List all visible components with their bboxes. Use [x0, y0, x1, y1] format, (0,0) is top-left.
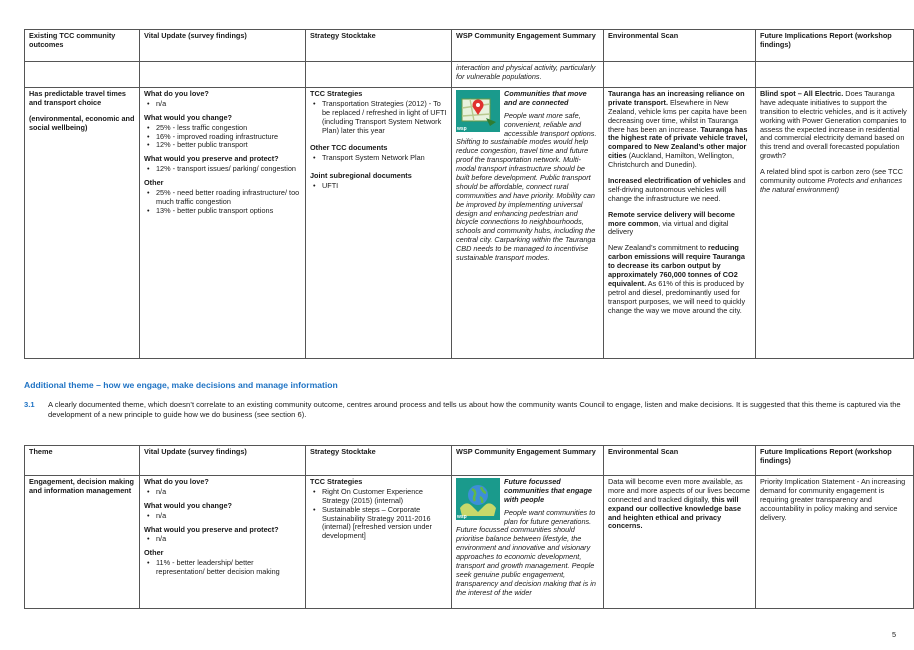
question-heading: Other: [144, 178, 164, 188]
env-paragraph: New Zealand’s commitment to reducing carbon emissions will require Tauranga to decrease its carbon output by approximately 760,000 tonnes of CO2 equivalent. As 61% of this is produced by petrol and diesel, predominantly used for transport purposes, we will need to quickly change the way we move around the city.: [608, 243, 746, 315]
header-cell: WSP Community Engagement Summary: [452, 30, 604, 62]
wsp-continuation-text: interaction and physical activity, particularly for vulnerable populations.: [452, 62, 604, 88]
env-paragraph: Data will become even more available, as more and more aspects of our lives become connected and tracked digitally, this will expand our collective knowledge base and heighten ethical and privacy concerns.: [608, 477, 750, 531]
outcome-title: Has predictable travel times and transport choice: [29, 89, 126, 107]
outcome-subtitle: (environmental, economic and social wellbeing): [29, 113, 135, 132]
header-cell: Vital Update (survey findings): [140, 30, 306, 62]
list-item: • n/a: [144, 100, 301, 109]
section-heading: Additional theme – how we engage, make decisions and manage information: [24, 380, 338, 390]
table-row: [25, 476, 914, 609]
env-paragraph: Remote service delivery will become more common, via virtual and digital delivery: [608, 209, 735, 237]
header-cell: Environmental Scan: [604, 30, 756, 62]
list-item: • 25% - less traffic congestion: [144, 124, 301, 133]
header-cell: WSP Community Engagement Summary: [452, 446, 604, 476]
question-heading: What would you preserve and protect?: [144, 154, 279, 164]
header-cell: Environmental Scan: [604, 446, 756, 476]
continuation-row: [25, 62, 914, 88]
wsp-logo-tag: wsp: [457, 513, 467, 520]
environmental-scan-cell: [604, 88, 756, 359]
list-item: • n/a: [144, 488, 301, 497]
vital-update-cell: [140, 88, 306, 359]
question-heading: What would you change?: [144, 112, 232, 122]
future-paragraph: Priority Implication Statement - An increasing demand for community engagement is requiring greater transparency and accountability in policy making and service delivery.: [760, 477, 906, 522]
table-header-row: [25, 446, 914, 476]
list-item: • 25% - need better roading infrastructure/ too much traffic congestion: [144, 189, 301, 207]
header-cell: Strategy Stocktake: [306, 30, 452, 62]
map-pin-icon: [456, 90, 500, 132]
engagement-theme-table: [24, 445, 914, 609]
future-implications-cell: [756, 88, 914, 359]
list-item: • n/a: [144, 512, 301, 521]
globe-hands-icon: [456, 478, 500, 520]
list-item: • 12% - better public transport: [144, 141, 301, 150]
header-cell: Future Implications Report (workshop findings): [756, 446, 914, 476]
vital-update-cell: [140, 476, 306, 609]
header-cell: Existing TCC community outcomes: [25, 30, 140, 62]
theme-cell: [25, 476, 140, 609]
header-cell: Vital Update (survey findings): [140, 446, 306, 476]
future-paragraph: A related blind spot is carbon zero (see TCC community outcome Protects and enhances the natural environment): [760, 167, 904, 194]
header-cell: Strategy Stocktake: [306, 446, 452, 476]
strategy-heading: TCC Strategies: [310, 477, 363, 486]
list-item: • 11% - better leadership/ better representation/ better decision making: [144, 559, 301, 577]
wsp-summary-cell: [452, 476, 604, 609]
table-header-row: [25, 30, 914, 62]
paragraph-text: A clearly documented theme, which doesn’t correlate to an existing community outcome, centres around process and tells us about how the community wants Council to engage, listen and make decisions. It is suggested that this theme is captured via the development of a new principle to guide how we do business (see section 6).: [48, 400, 901, 419]
wsp-theme-text: People want communities to plan for future generations. Future focussed communities should prioritise balance between lifestyle, the environment and innovative and visionary approaches to economic development, transport and growth management. People seek genuine public engagement, transparency and decision making that is in the interest of the wider: [456, 507, 596, 597]
strategy-heading: Joint subregional documents: [310, 171, 412, 181]
env-paragraph: Increased electrification of vehicles and self-driving autonomous vehicles will change the infrastructure we need.: [608, 176, 746, 203]
list-item: • Sustainable steps – Corporate Sustainability Strategy 2011-2016 (internal) [refreshed version under development]: [310, 506, 447, 542]
question-heading: What would you change?: [144, 500, 232, 510]
question-heading: What would you preserve and protect?: [144, 524, 279, 534]
section-paragraph: [24, 400, 902, 420]
header-cell: Theme: [25, 446, 140, 476]
page-number: 5: [891, 630, 896, 639]
question-heading: What do you love?: [144, 89, 209, 98]
list-item: • Transport System Network Plan: [310, 154, 447, 163]
wsp-logo-tag: wsp: [457, 125, 467, 132]
list-item: • 12% - transport issues/ parking/ congestion: [144, 165, 301, 174]
header-cell: Future Implications Report (workshop findings): [756, 30, 914, 62]
future-paragraph: Blind spot – All Electric. Does Tauranga have adequate initiatives to support the transition to electric vehicles, and is it actively working with Power Generation companies to assess the expected increase in residential and commercial electricity demand based on this trend and overall forecasted population growth?: [760, 89, 907, 161]
paragraph-number: 3.1: [24, 400, 35, 409]
list-item: • Right On Customer Experience Strategy (2015) (internal): [310, 488, 447, 506]
list-item: • 13% - better public transport options: [144, 207, 301, 216]
theme-title: Engagement, decision making and information management: [29, 477, 135, 495]
future-implications-cell: [756, 476, 914, 609]
table-row: [25, 88, 914, 359]
wsp-theme-title: Communities that move and are connected: [504, 89, 587, 107]
wsp-theme-text: People want more safe, convenient, reliable and accessible transport options. Shifting to sustainable modes would help reduce congestion, travel time and future proof the transportation network. Multi-modal transport infrastructure should be built before development. Public transport should be affordable, connect rural communities and have priority. Mobility can be improved by implementing universal design and enhancing pedestrian and bicycle connections to neighbourhoods, schools and community hubs, including the central city. Carparking within the Tauranga CBD needs to be managed to incentivise sustainable transport modes.: [456, 110, 597, 263]
outcome-cell: [25, 88, 140, 359]
list-item: • Transportation Strategies (2012) - To be replaced / refreshed in light of UFTI (including Transport System Network Plan) later this year: [310, 100, 447, 136]
wsp-theme-title: Future focussed communities that engage with people: [504, 477, 592, 504]
strategy-stocktake-cell: [306, 88, 452, 359]
strategy-stocktake-cell: [306, 476, 452, 609]
strategy-heading: TCC Strategies: [310, 89, 363, 98]
transport-outcome-table: [24, 29, 914, 359]
list-item: • UFTI: [310, 182, 447, 191]
wsp-summary-cell: [452, 88, 604, 359]
list-item: • n/a: [144, 535, 301, 544]
strategy-heading: Other TCC documents: [310, 143, 388, 153]
question-heading: What do you love?: [144, 477, 209, 486]
list-item: • 16% - improved roading infrastructure: [144, 133, 301, 142]
question-heading: Other: [144, 548, 164, 558]
env-paragraph: Tauranga has an increasing reliance on private transport. Elsewhere in New Zealand, vehicle kms per capita have been decreasing over time, whilst in Tauranga there has been an increase. Tauranga has the highest rate of private vehicle travel, compared to New Zealand’s other major cities (Auckland, Hamilton, Wellington, Christchurch and Dunedin).: [608, 89, 748, 170]
environmental-scan-cell: [604, 476, 756, 609]
